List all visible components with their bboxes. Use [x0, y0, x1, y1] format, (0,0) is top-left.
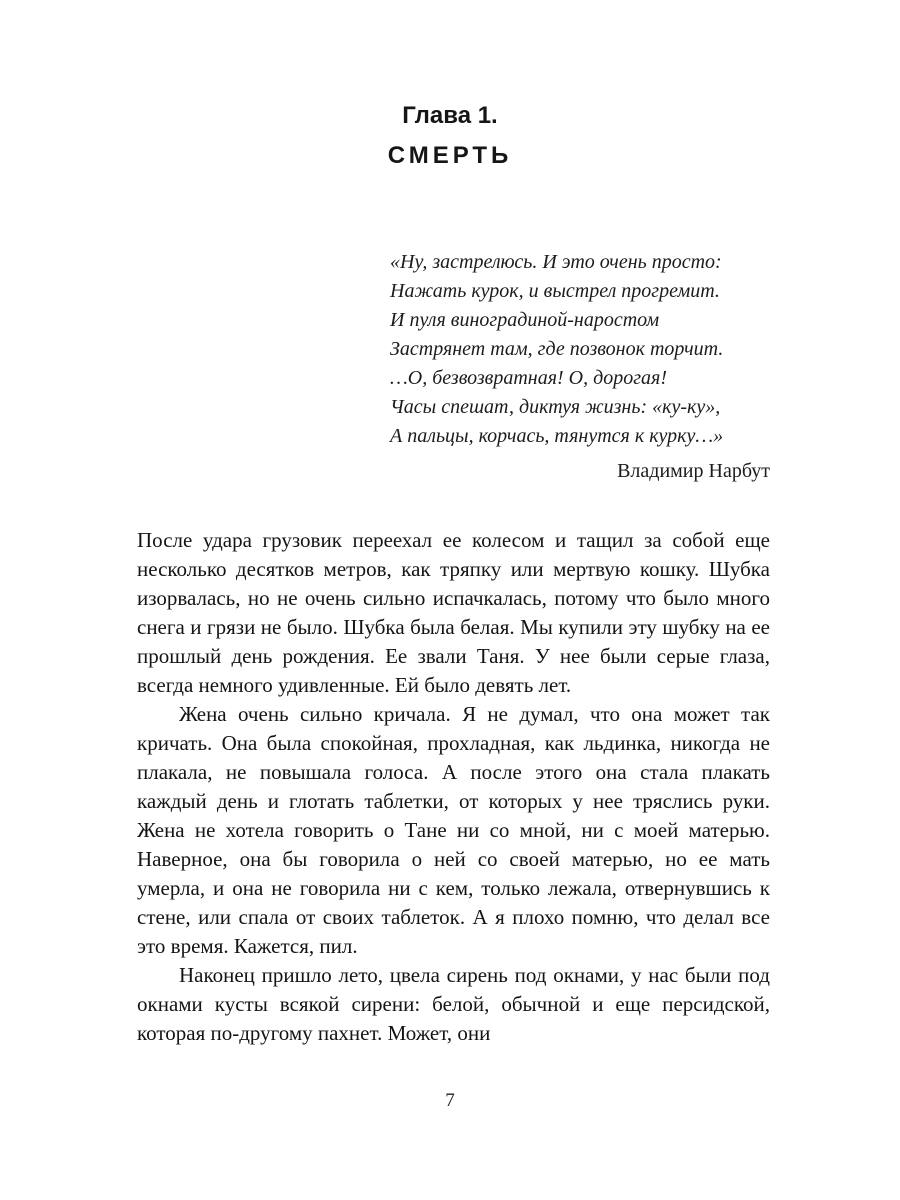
epigraph-line: Застрянет там, где позвонок торчит. [390, 338, 724, 360]
chapter-label: Глава 1. [402, 102, 498, 129]
epigraph [390, 248, 770, 451]
epigraph-line: «Ну, застрелюсь. И это очень просто: [390, 251, 722, 273]
chapter-heading [0, 0, 900, 170]
body-paragraph: Наконец пришло лето, цвела сирень под окнами, у нас были под окнами кусты всякой сирени: белой, обычной и еще персидской, которая по-другому пахнет. Может, они [137, 963, 770, 1045]
body-paragraph: После удара грузовик переехал ее колесом и тащил за собой еще несколько десятков метров, как тряпку или мертвую кошку. Шубка изорвалась, но не очень сильно испачкалась, потому что было много снега и грязи не было. Шубка была белая. Мы купили эту шубку на ее прошлый день рождения. Ее звали Таня. У нее были серые глаза, всегда немного удивленные. Ей было девять лет. [137, 528, 770, 697]
body-text [137, 526, 770, 1048]
epigraph-line: Нажать курок, и выстрел прогремит. [390, 280, 720, 302]
body-paragraph: Жена очень сильно кричала. Я не думал, что она может так кричать. Она была спокойная, прохладная, как льдинка, никогда не плакала, не повышала голоса. А после этого она стала плакать каждый день и глотать таблетки, от которых у нее тряслись руки. Жена не хотела говорить о Тане ни со мной, ни с моей матерью. Наверное, она бы говорила о ней со своей матерью, но ее мать умерла, и она не говорила ни с кем, только лежала, отвернувшись к стене, или спала от своих таблеток. А я плохо помню, что делал все это время. Кажется, пил. [137, 702, 770, 958]
epigraph-line: Часы спешат, диктуя жизнь: «ку-ку», [390, 396, 721, 418]
epigraph-attribution: Владимир Нарбут [617, 460, 770, 482]
epigraph-line: …О, безвозвратная! О, дорогая! [390, 367, 667, 389]
chapter-title: СМЕРТЬ [387, 142, 513, 169]
epigraph-line: А пальцы, корчась, тянутся к курку…» [390, 425, 724, 447]
page-number: 7 [445, 1090, 455, 1111]
epigraph-line: И пуля виноградиной-наростом [390, 309, 660, 331]
